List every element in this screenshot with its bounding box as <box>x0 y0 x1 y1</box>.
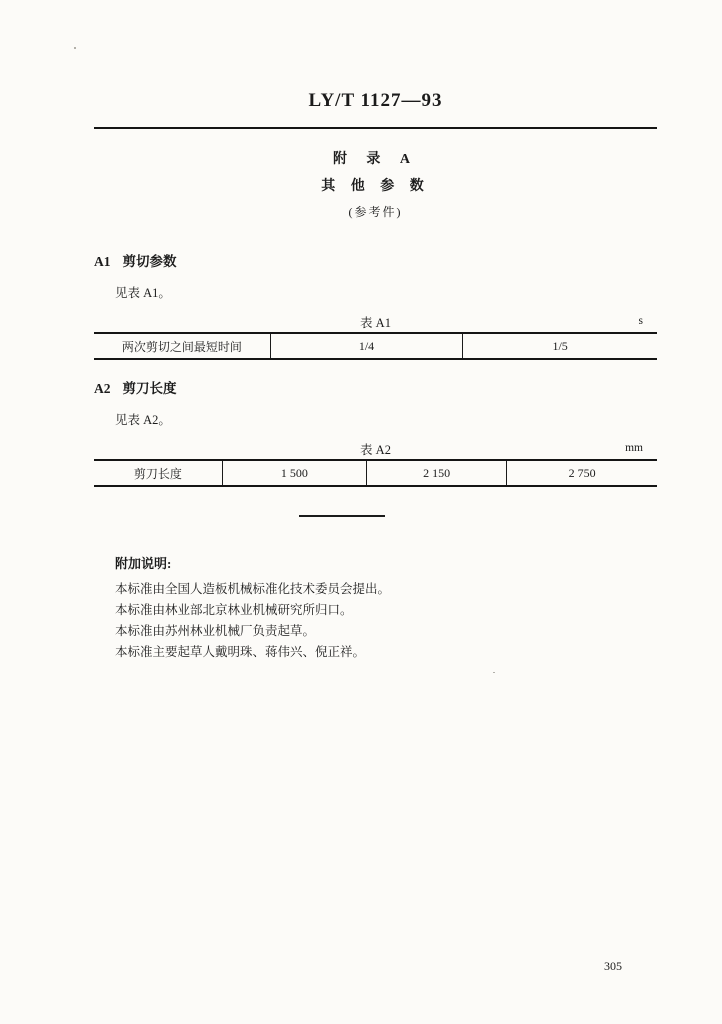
section-a1-heading <box>94 250 657 270</box>
appendix-note: (参考件) <box>348 205 403 219</box>
section-a2-number: A2 <box>94 381 111 396</box>
page-number: 305 <box>604 959 622 973</box>
table-a2 <box>94 459 657 487</box>
table-a1-unit: s <box>638 315 643 327</box>
table-a2-cell-label: 剪刀长度 <box>133 466 182 481</box>
note-line-1: 本标准由全国人造板机械标准化技术委员会提出。 <box>115 582 391 596</box>
table-a1-row <box>94 333 657 359</box>
section-a1-number: A1 <box>94 254 111 269</box>
table-a1-cell-value-1: 1/4 <box>270 333 463 359</box>
appendix-title: 附 录 A <box>332 152 419 167</box>
table-a2-row <box>94 460 657 486</box>
note-line-2: 本标准由林业部北京林业机械研究所归口。 <box>115 603 353 617</box>
table-a1-cell-label: 两次剪切之间最短时间 <box>121 339 242 354</box>
section-a1 <box>94 250 657 360</box>
section-a2-heading <box>94 377 657 397</box>
end-of-document-rule <box>299 515 385 517</box>
doc-number: LY/T 1127—93 <box>308 90 443 111</box>
scan-speck <box>74 47 76 49</box>
note-line-4: 本标准主要起草人戴明珠、蒋伟兴、倪正祥。 <box>115 645 366 659</box>
section-a2 <box>94 377 657 487</box>
appendix-heading <box>94 148 657 220</box>
header-rule <box>94 127 657 129</box>
notes-heading: 附加说明: <box>115 556 172 571</box>
table-a2-caption <box>94 440 657 457</box>
table-a2-cell-value-1: 1 500 <box>222 460 366 486</box>
table-a2-title: 表 A2 <box>360 443 391 457</box>
section-a2-intro: 见表 A2。 <box>115 413 171 427</box>
table-a1-cell-value-2: 1/5 <box>463 333 657 359</box>
table-a1 <box>94 332 657 360</box>
table-a1-title: 表 A1 <box>360 316 391 330</box>
table-a2-cell-value-3: 2 750 <box>507 460 657 486</box>
page-content <box>94 0 657 663</box>
table-a2-unit: mm <box>625 442 643 454</box>
table-a1-caption <box>94 313 657 330</box>
scan-speck <box>493 672 495 673</box>
appendix-subtitle: 其 他 参 数 <box>321 179 430 194</box>
additional-notes <box>94 553 657 663</box>
section-a1-intro: 见表 A1。 <box>115 286 171 300</box>
table-a2-cell-value-2: 2 150 <box>366 460 506 486</box>
section-a2-title: 剪刀长度 <box>122 381 177 396</box>
section-a1-title: 剪切参数 <box>122 254 177 269</box>
note-line-3: 本标准由苏州林业机械厂负责起草。 <box>115 624 316 638</box>
